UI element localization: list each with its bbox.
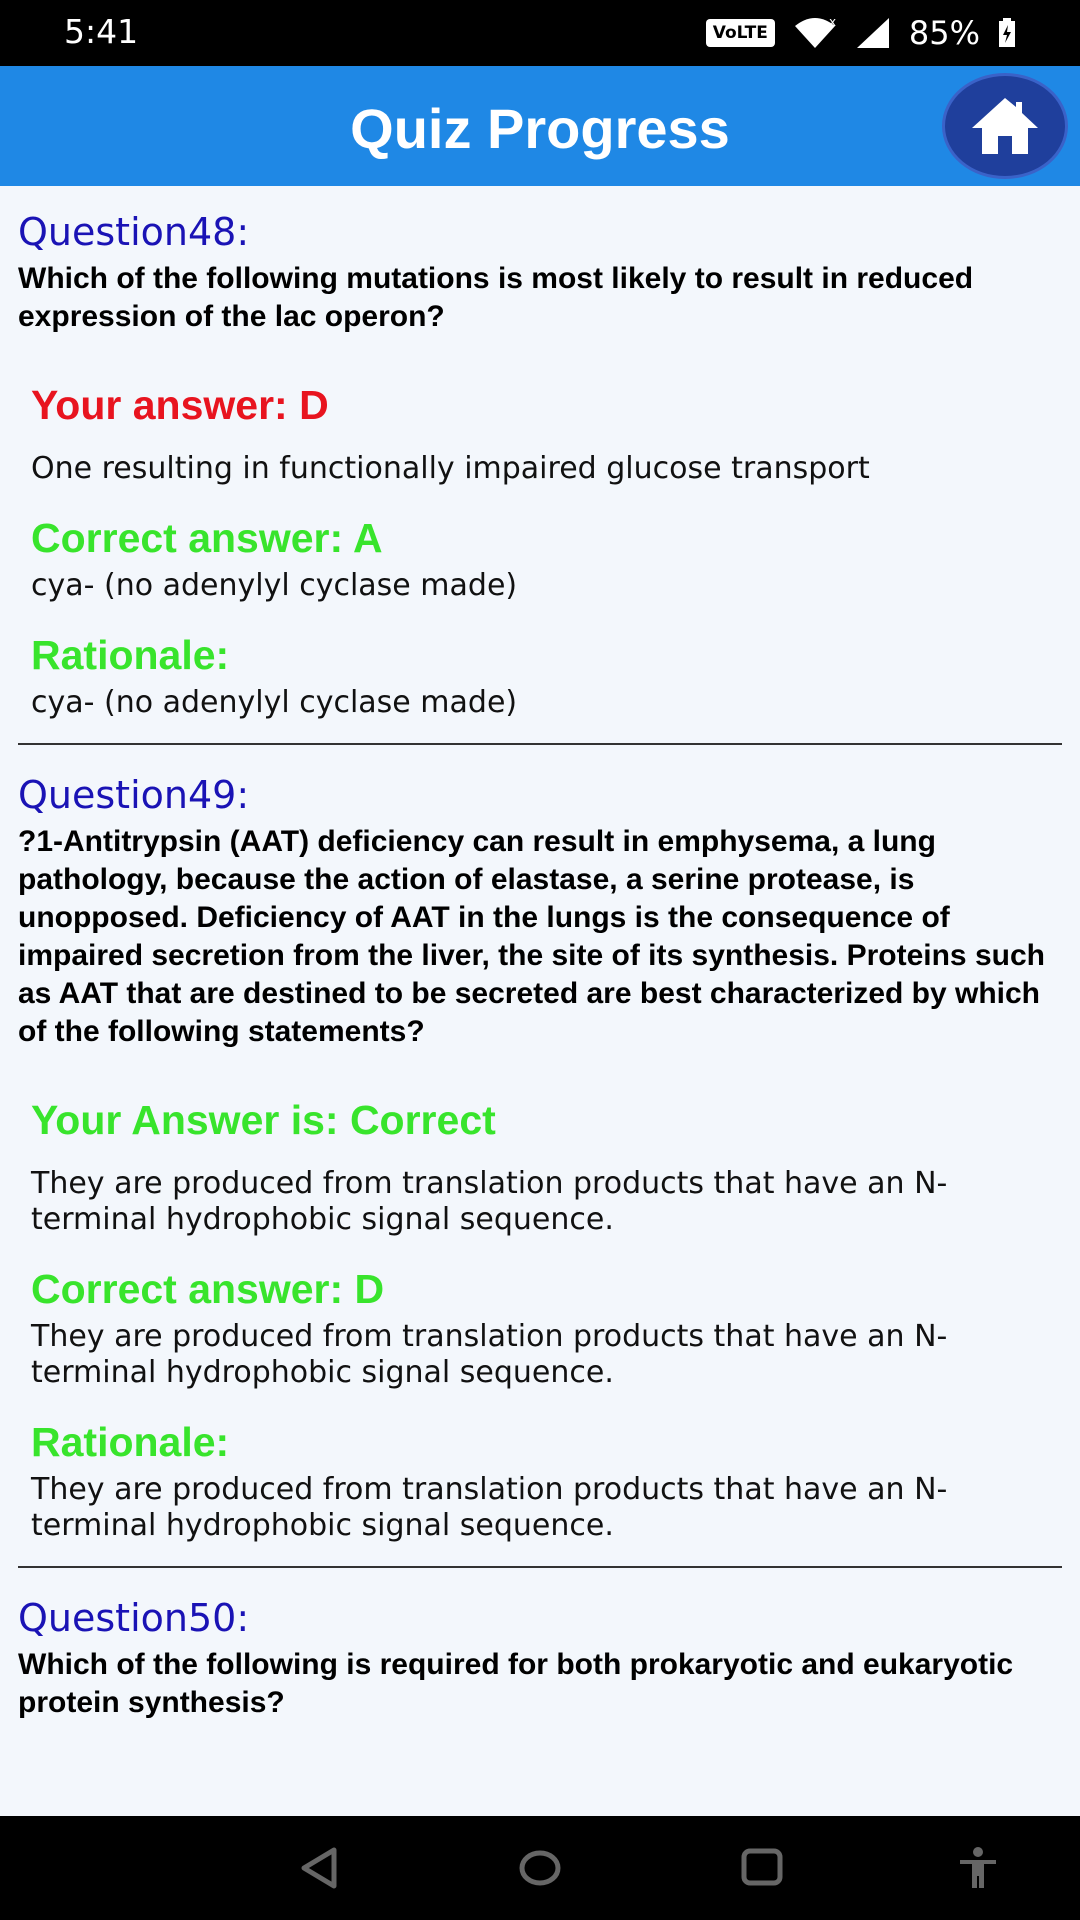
your-answer-text: One resulting in functionally impaired glucose transport (31, 451, 870, 486)
question-text: Which of the following is required for both prokaryotic and eukaryotic protein synthesis? (18, 1648, 1014, 1719)
question-text: ?1-Antitrypsin (AAT) deficiency can result in emphysema, a lung pathology, because the action of elastase, a serine protease, is unopposed. Deficiency of AAT in the lungs is the consequence of impaired secretion from the liver, the site of its synthesis. Proteins such as AAT that are destined to be secreted are best characterized by which of the following statements? (18, 825, 1045, 1048)
your-answer-heading: Your answer: D (31, 382, 329, 428)
rationale-heading: Rationale: (31, 1419, 230, 1465)
home-button[interactable] (942, 73, 1068, 179)
question-number: Question49: (18, 773, 250, 817)
divider (18, 1566, 1062, 1568)
svg-text:x: x (828, 16, 836, 29)
question-item (0, 773, 1080, 1544)
status-bar (0, 0, 1080, 66)
home-icon (968, 94, 1042, 158)
app-bar (0, 66, 1080, 186)
status-icons (706, 10, 1016, 56)
question-number: Question48: (18, 210, 250, 254)
divider (18, 743, 1062, 745)
back-icon[interactable] (298, 1846, 340, 1890)
home-nav-icon[interactable] (518, 1846, 562, 1890)
navigation-bar (0, 1816, 1080, 1920)
page-title: Quiz Progress (350, 97, 730, 160)
signal-icon (855, 16, 891, 50)
question-text: Which of the following mutations is most likely to result in reduced expression of the lac operon? (18, 262, 974, 333)
quiz-results-list[interactable] (0, 186, 1080, 1816)
battery-percent: 85% (908, 14, 980, 52)
status-time: 5:41 (64, 12, 139, 51)
rationale-text: They are produced from translation products that have an N-terminal hydrophobic signal sequence. (31, 1472, 948, 1543)
recents-icon[interactable] (740, 1846, 784, 1890)
accessibility-icon[interactable] (956, 1846, 1000, 1890)
correct-answer-text: They are produced from translation products that have an N-terminal hydrophobic signal sequence. (31, 1319, 948, 1390)
battery-icon (998, 18, 1016, 48)
rationale-heading: Rationale: (31, 632, 230, 678)
correct-answer-heading: Correct answer: D (31, 1266, 385, 1312)
your-answer-heading: Your Answer is: Correct (31, 1097, 496, 1143)
question-item (0, 1596, 1080, 1722)
question-item (0, 210, 1080, 721)
your-answer-text: They are produced from translation products that have an N-terminal hydrophobic signal sequence. (31, 1166, 948, 1237)
correct-answer-text: cya- (no adenylyl cyclase made) (31, 568, 518, 603)
correct-answer-heading: Correct answer: A (31, 515, 383, 561)
volte-badge: VoLTE (706, 19, 775, 47)
wifi-icon (793, 16, 837, 50)
rationale-text: cya- (no adenylyl cyclase made) (31, 685, 518, 720)
question-number: Question50: (18, 1596, 250, 1640)
